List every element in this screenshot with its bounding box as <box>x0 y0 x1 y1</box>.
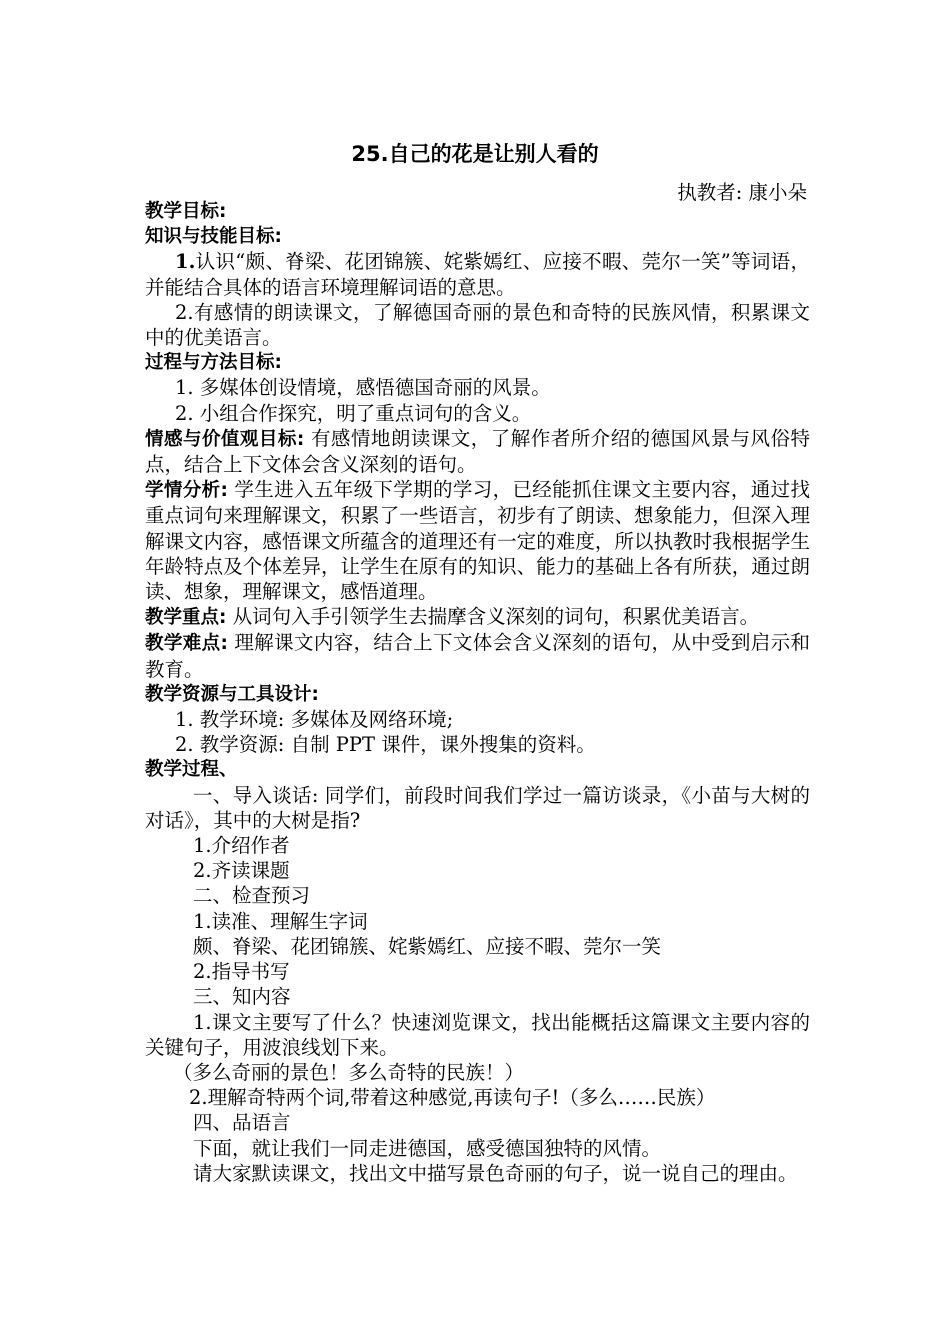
process-item-2: 2. 小组合作探究，明了重点词句的含义。 <box>175 401 532 425</box>
step-2-item-1: 1.读准、理解生字词 <box>193 909 368 933</box>
document-body <box>145 199 810 1186</box>
author-line: 执教者: 康小朵 <box>677 181 807 204</box>
analysis-text: 学生进入五年级下学期的学习，已经能抓住课文主要内容，通过找重点词句来理解课文，积累了一些语言，初步有了朗读、想象能力，但深入理解课文内容，感悟课文所蕴含的道理还有一定的难度，所以执教时我根据学生年龄特点及个体差异，让学生在原有的知识、能力的基础上各有所获，通过朗读、想象，理解课文，感悟道理。 <box>145 478 810 604</box>
step-3-item-2: 2.理解奇特两个词,带着这种感觉,再读句子!（多么……民族） <box>189 1086 716 1110</box>
step-1-item-2: 2.齐读课题 <box>193 859 290 883</box>
difficulty-paragraph <box>145 630 810 681</box>
emotion-paragraph <box>145 426 810 477</box>
resources-item-1: 1. 教学环境: 多媒体及网络环境; <box>175 708 454 732</box>
step-4-para-1: 下面，就让我们一同走进德国，感受德国独特的风情。 <box>193 1136 662 1160</box>
step-4-para-2: 请大家默读课文，找出文中描写景色奇丽的句子，说一说自己的理由。 <box>193 1161 798 1185</box>
process-heading: 过程与方法目标: <box>145 352 282 374</box>
step-4-heading: 四、品语言 <box>193 1111 291 1135</box>
difficulty-label: 教学难点: <box>145 633 228 655</box>
process-item-1: 1. 多媒体创设情境，感悟德国奇丽的风景。 <box>175 376 551 400</box>
step-1-intro: 一、导入谈话: 同学们，前段时间我们学过一篇访谈录，《小苗与大树的对话》，其中的大树是指? <box>145 783 810 832</box>
step-1-item-1: 1.介绍作者 <box>193 834 290 858</box>
procedure-heading: 教学过程、 <box>145 759 238 781</box>
knowledge-heading: 知识与技能目标: <box>145 226 282 248</box>
knowledge-item-2: 2.有感情的朗读课文，了解德国奇丽的景色和奇特的民族风情，积累课文中的优美语言。 <box>145 300 810 350</box>
analysis-paragraph <box>145 477 810 604</box>
knowledge-item-1-number: 1. <box>175 250 196 274</box>
lesson-title: 25.自己的花是让别人看的 <box>351 142 599 166</box>
focus-text: 从词句入手引领学生去揣摩含义深刻的词句，积累优美语言。 <box>226 605 760 629</box>
step-3-answer: （多么奇丽的景色！多么奇特的民族！） <box>173 1060 525 1084</box>
focus-label: 教学重点: <box>145 607 227 629</box>
focus-paragraph <box>145 604 810 630</box>
resources-item-2: 2. 教学资源: 自制 PPT 课件，课外搜集的资料。 <box>175 733 596 757</box>
difficulty-text: 理解课文内容，结合上下文体会含义深刻的语句，从中受到启示和教育。 <box>145 631 810 681</box>
knowledge-item-1 <box>145 249 810 299</box>
step-2-heading: 二、检查预习 <box>193 884 311 908</box>
step-3-heading: 三、知内容 <box>193 985 291 1009</box>
step-2-words: 颇、脊梁、花团锦簇、姹紫嫣红、应接不暇、莞尔一笑 <box>193 934 662 958</box>
resources-heading: 教学资源与工具设计: <box>145 683 319 705</box>
goals-heading: 教学目标: <box>145 201 227 222</box>
knowledge-item-1-text: 认识“颇、脊梁、花团锦簇、姹紫嫣红、应接不暇、莞尔一笑”等词语，并能结合具体的语言环境理解词语的意思。 <box>145 250 810 299</box>
emotion-text: 有感情地朗读课文，了解作者所介绍的德国风景与风俗特点，结合上下文体会含义深刻的语句。 <box>145 426 811 477</box>
step-3-item-1: 1.课文主要写了什么？快速浏览课文，找出能概括这篇课文主要内容的关键句子，用波浪线划下来。 <box>145 1010 810 1059</box>
analysis-label: 学情分析: <box>145 480 228 502</box>
step-2-item-2: 2.指导书写 <box>193 960 290 984</box>
emotion-label: 情感与价值观目标: <box>145 428 305 450</box>
